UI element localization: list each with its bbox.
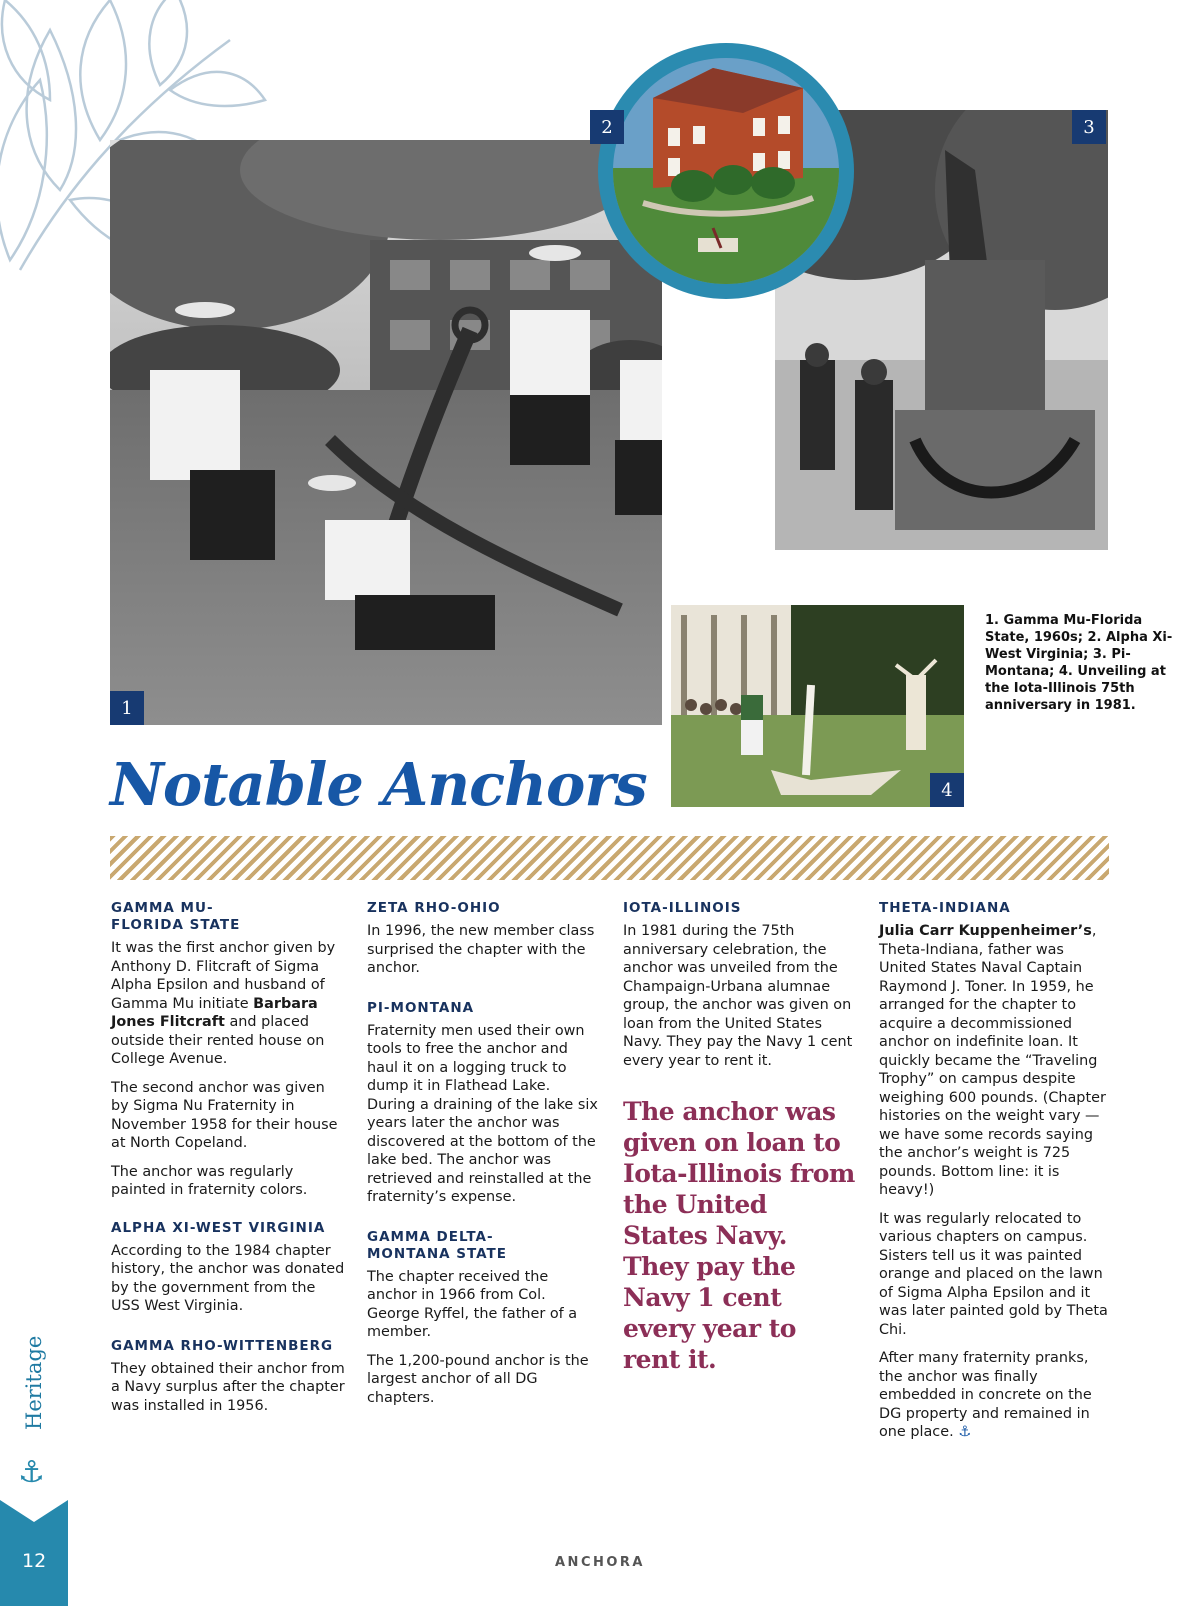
article-column-1 [111,900,346,1437]
paragraph: The 1,200-pound anchor is the largest anchor of all DG chapters. [367,1352,589,1406]
photo-house [613,58,839,284]
photo-unveiling [671,605,964,807]
section-heading: PI-MONTANA [367,999,475,1016]
heading-line-2: MONTANA STATE [367,1245,507,1262]
article-column-3 [623,900,858,1375]
anchor-end-icon: ⚓ [958,1424,972,1440]
paragraph [879,922,1114,1200]
photo-1-illustration [110,140,662,725]
paragraph: Fraternity men used their own tools to free the anchor and haul it on a logging truck to dump it in Flathead Lake. During a draining of the lake six years later the anchor was discovered at the bottom of the lake bed. The anchor was retrieved and reinstalled at the fraternity’s expense. [367,1022,598,1205]
photo-2-illustration [613,58,839,284]
bold-name: Julia Carr Kuppenheimer’s [879,923,1092,939]
article-column-4 [879,900,1114,1464]
paragraph: In 1996, the new member class surprised the chapter with the anchor. [367,923,595,976]
paragraph [879,1349,1114,1442]
section-gamma-delta [367,1229,602,1408]
section-alpha-xi [111,1220,346,1316]
paragraph: The anchor was regularly painted in fraternity colors. [111,1163,308,1198]
photo-2-badge: 2 [590,110,624,144]
section-heading [367,1229,602,1263]
page-number: 12 [22,1550,47,1572]
section-heading: THETA-INDIANA [879,900,1011,916]
sidebar-notch [0,1500,68,1540]
paragraph [111,939,346,1069]
section-zeta-rho [367,900,602,978]
anchor-icon: ⚓ [18,1455,45,1490]
page-title: Notable Anchors [110,750,647,819]
section-theta-indiana [879,900,1114,1442]
section-gamma-mu [111,900,346,1200]
paragraph: The chapter received the anchor in 1966 from Col. George Ryffel, the father of a member. [367,1268,578,1340]
magazine-footer: ANCHORA [555,1555,645,1570]
photo-captions: 1. Gamma Mu-Florida State, 1960s; 2. Alpha Xi-West Virginia; 3. Pi-Montana; 4. Unveiling at the Iota-Illinois 75th anniversary in 1981. [985,613,1173,713]
page-tab [0,1538,68,1606]
section-gamma-rho [111,1338,346,1416]
article-column-2 [367,900,602,1429]
photo-sailors-with-anchor [110,140,662,725]
photo-3-badge: 3 [1072,110,1106,144]
paragraph: The second anchor was given by Sigma Nu Fraternity in November 1958 for their house at North Copeland. [111,1079,338,1151]
text: After many fraternity pranks, the anchor was finally embedded in concrete on the DG property and remained in one place. [879,1350,1092,1440]
section-heading: IOTA-ILLINOIS [623,900,742,916]
section-heading [111,900,346,934]
text: , Theta-Indiana, father was United States Naval Captain Raymond J. Toner. In 1959, he arranged for the chapter to acquire a decommissioned anchor on indefinite loan. It quickly became the “Traveling Trophy” on campus despite weighing 600 pounds. (Chapter histories on the weight vary — we have some records saying the anchor’s weight is 725 pounds. Bottom line: it is heavy!) [879,923,1106,1198]
paragraph: According to the 1984 chapter history, the anchor was donated by the government from the USS West Virginia. [111,1242,345,1314]
heading-line-1: GAMMA MU- [111,900,214,916]
photo-1-badge: 1 [110,691,144,725]
decorative-stripe [110,836,1109,880]
paragraph: It was regularly relocated to various chapters on campus. Sisters tell us it was painted orange and placed on the lawn of Sigma Alpha Epsilon and it was later painted gold by Theta Chi. [879,1210,1108,1338]
paragraph: In 1981 during the 75th anniversary celebration, the anchor was unveiled from the Champaign-Urbana alumnae group, the anchor was given on loan from the United States Navy. They pay the Navy 1 cent every year to rent it. [623,923,853,1069]
heading-line-1: GAMMA DELTA- [367,1228,494,1245]
section-heading: ALPHA XI-WEST VIRGINIA [111,1219,326,1236]
section-pi-montana [367,1000,602,1207]
text: and placed outside their rented house on College Avenue. [111,1014,325,1067]
section-heading: ZETA RHO-OHIO [367,900,501,916]
pull-quote: The anchor was given on loan to Iota-Illinois from the United States Navy. They pay the Navy 1 cent every year to rent it. [623,1097,855,1374]
heading-line-2: FLORIDA STATE [111,917,241,933]
photo-4-badge: 4 [930,773,964,807]
paragraph: They obtained their anchor from a Navy surplus after the chapter was installed in 1956. [111,1360,345,1414]
section-label: Heritage [22,1335,46,1430]
section-heading: GAMMA RHO-WITTENBERG [111,1337,334,1354]
section-iota-illinois [623,900,858,1070]
bold-name: Barbara Jones Flitcraft [111,995,318,1030]
text: It was the first anchor given by Anthony D. Flitcraft of Sigma Alpha Epsilon and husband of Gamma Mu initiate [111,940,336,1012]
photo-4-illustration [671,605,964,807]
